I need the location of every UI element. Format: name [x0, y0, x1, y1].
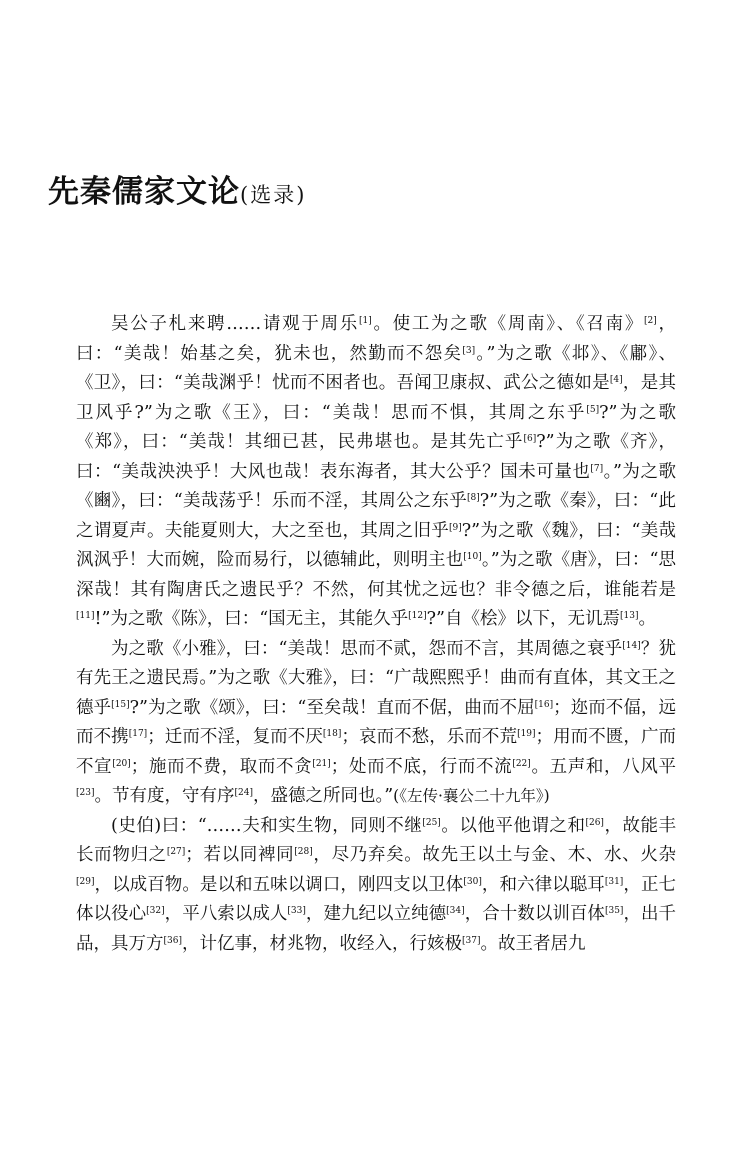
chapter-title-main: 先秦儒家文论: [48, 174, 240, 210]
text-run: 。节有度，守有序: [94, 786, 235, 806]
footnote-marker: [4]: [609, 375, 623, 385]
text-run: ，是其卫风乎?”为之歌《王》，曰：“美哉！思而不惧，其周之东乎: [76, 373, 676, 423]
text-run: ；哀而不愁，乐而不荒: [341, 727, 518, 747]
footnote-marker: [3]: [462, 345, 476, 356]
paragraph: [76, 310, 676, 635]
footnote-marker: [12]: [408, 611, 427, 621]
text-run: ?”为之歌《颂》，曰：“至矣哉！直而不倨，曲而不屈: [129, 697, 535, 718]
text-run: 。五声和，八风平: [530, 756, 677, 777]
footnote-marker: [31]: [604, 876, 624, 887]
footnote-marker: [28]: [294, 847, 313, 857]
text-run: 为之歌《小雅》，曰：“美哉！思而不贰，怨而不言，其周德之衰乎: [111, 638, 623, 659]
footnote-marker: [5]: [586, 404, 600, 415]
text-run: ?”自《桧》以下，无讥焉: [426, 609, 620, 629]
text-run: ；迩而不偪，远而不携: [76, 697, 676, 747]
footnote-marker: [30]: [463, 876, 482, 887]
text-run: ，故能丰长而物归之: [76, 815, 677, 865]
chapter-title: [48, 166, 306, 211]
footnote-marker: [29]: [76, 876, 95, 887]
footnote-marker: [36]: [163, 935, 182, 946]
footnote-marker: [26]: [585, 817, 604, 828]
footnote-marker: [34]: [446, 906, 465, 916]
paragraph: [76, 635, 676, 812]
text-run: ；迁而不淫，复而不厌: [147, 727, 323, 747]
footnote-marker: [1]: [358, 316, 372, 326]
footnote-marker: [11]: [76, 611, 95, 621]
text-run: ，平八索以成人: [164, 904, 288, 924]
footnote-marker: [22]: [512, 758, 531, 769]
footnote-marker: [18]: [322, 729, 342, 739]
chapter-title-subtitle: (选录): [240, 183, 307, 207]
text-run: ；用而不匮，广而不宣: [76, 727, 677, 777]
footnote-marker: [32]: [146, 906, 165, 916]
body-text: [76, 310, 676, 959]
text-run: 。”为之歌《豳》，曰：“美哉荡乎！乐而不淫，其周公之东乎: [76, 461, 676, 511]
text-run: ，曰：“美哉！始基之矣，犹未也，然勤而不怨矣: [76, 314, 677, 364]
text-run: ?”为之歌《魏》，曰：“美哉沨沨乎！大而婉，险而易行，以德辅此，则明主也: [76, 520, 676, 570]
footnote-marker: [37]: [461, 935, 481, 946]
text-run: 吴公子札来聘……请观于周乐: [111, 314, 359, 334]
footnote-marker: [33]: [287, 906, 306, 916]
footnote-marker: [35]: [604, 906, 624, 916]
footnote-marker: [17]: [128, 729, 148, 739]
text-run: 。以他平他谓之和: [440, 815, 586, 836]
paragraph: [76, 812, 676, 960]
text-run: ，建九纪以立纯德: [305, 904, 447, 924]
footnote-marker: [9]: [449, 522, 462, 533]
footnote-marker: [13]: [619, 611, 639, 621]
footnote-marker: [15]: [111, 699, 130, 710]
text-run: ?”为之歌《秦》，曰：“此之谓夏声。夫能夏则大，大之至也，其周之旧乎: [76, 491, 676, 541]
text-run: ，以成百物。是以和五味以调口，刚四支以卫体: [94, 874, 464, 895]
text-run: ，正七体以役心: [76, 874, 677, 924]
footnote-marker: [6]: [523, 434, 537, 444]
text-run: 。: [638, 609, 656, 629]
footnote-marker: [2]: [644, 316, 657, 326]
footnote-marker: [16]: [534, 699, 554, 710]
text-run: ，盛德之所同也。”: [252, 786, 394, 806]
text-run: ?”为之歌《郑》，曰：“美哉！其细已甚，民弗堪也。是其先亡乎: [76, 402, 676, 452]
text-run: ；若以同裨同: [185, 845, 295, 865]
text-run: ？犹有先王之遗民焉。”为之歌《大雅》，曰：“广哉熙熙乎！曲而有直体，其文王之德乎: [76, 638, 677, 718]
text-run: ，计亿事，材兆物，收经入，行姟极: [181, 933, 462, 954]
footnote-marker: [8]: [466, 493, 480, 503]
text-run: ；处而不底，行而不流: [330, 756, 513, 777]
source-citation: (《左传·襄公二十九年》): [393, 787, 550, 805]
text-run: ，出千品，具万方: [76, 904, 677, 954]
footnote-marker: [14]: [622, 640, 641, 651]
footnote-marker: [21]: [312, 758, 331, 769]
footnote-marker: [23]: [76, 788, 95, 798]
text-run: 。”为之歌《邶》、《鄘》、《卫》，曰：“美哉渊乎！忧而不困者也。吾闻卫康叔、武公之德如是: [76, 343, 676, 393]
text-run: ；施而不费，取而不贪: [130, 756, 313, 777]
footnote-marker: [10]: [463, 552, 482, 562]
text-run: ，合十数以训百体: [464, 904, 605, 924]
footnote-marker: [7]: [590, 463, 604, 474]
footnote-marker: [25]: [422, 817, 441, 828]
footnote-marker: [20]: [112, 758, 131, 769]
footnote-marker: [27]: [166, 847, 186, 857]
text-run: (史伯)曰：“……夫和实生物，同则不继: [111, 815, 423, 836]
text-run: !”为之歌《陈》，曰：“国无主，其能久乎: [94, 609, 409, 629]
footnote-marker: [24]: [234, 788, 253, 798]
text-run: 。故王者居九: [480, 933, 586, 954]
text-run: 。”为之歌《唐》，曰：“思深哉！其有陶唐氏之遗民乎？不然，何其忧之远也？非令德之后，谁能若是: [76, 550, 676, 600]
text-run: ，尽乃弃矣。故先王以土与金、木、水、火杂: [312, 845, 677, 865]
footnote-marker: [19]: [517, 729, 536, 739]
text-run: ，和六律以聪耳: [481, 874, 605, 895]
text-run: 。使工为之歌《周南》、《召南》: [371, 314, 645, 334]
text-run: ?”为之歌《齐》，曰：“美哉泱泱乎！大风也哉！表东海者，其大公乎？国未可量也: [76, 432, 676, 482]
